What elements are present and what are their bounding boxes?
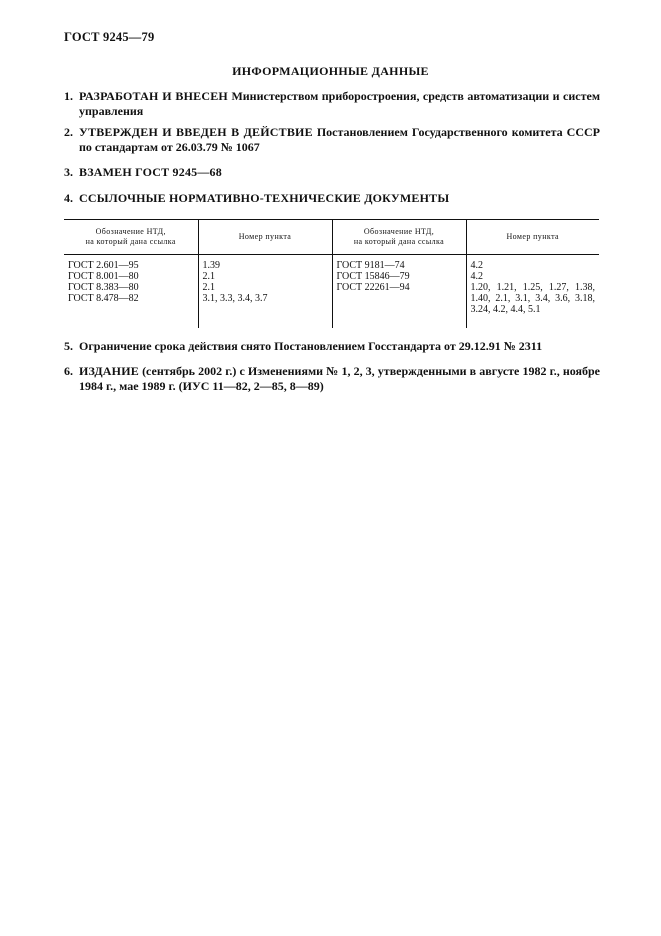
document-designation: ГОСТ 15846—79 (336, 271, 410, 282)
item-number: 2. (64, 125, 73, 139)
column-header-designation (64, 220, 198, 255)
header-line: Номер пункта (506, 232, 560, 241)
clause-number: 4.2 (470, 271, 483, 282)
header-line: на который дана ссылка (85, 237, 176, 246)
item-text (79, 364, 600, 393)
item-lead: ИЗДАНИЕ (79, 364, 139, 378)
info-item-reference-documents (64, 191, 600, 206)
document-title: ИНФОРМАЦИОННЫЕ ДАННЫЕ (232, 64, 429, 78)
document-designation: ГОСТ 8.383—80 (68, 282, 139, 293)
header-line: Номер пункта (238, 232, 292, 241)
item-number: 4. (64, 191, 73, 205)
info-item-edition (64, 364, 600, 393)
reference-documents-table (64, 219, 599, 328)
page-header-standard-code: ГОСТ 9245—79 (64, 30, 155, 44)
column-header-designation (332, 220, 466, 255)
cell-left-documents (64, 255, 198, 329)
item-lead: ССЫЛОЧНЫЕ НОРМАТИВНО-ТЕХНИЧЕСКИЕ ДОКУМЕНТЫ (79, 191, 450, 205)
info-item-term-limit (64, 339, 600, 354)
item-lead: РАЗРАБОТАН И ВНЕСЕН (79, 89, 228, 103)
clause-number: 3.1, 3.3, 3.4, 3.7 (202, 293, 268, 304)
table-row (64, 255, 599, 329)
info-item-replaces (64, 165, 600, 180)
cell-left-clauses (198, 255, 332, 329)
document-designation: ГОСТ 22261—94 (336, 282, 410, 293)
column-header-clause (198, 220, 332, 255)
document-designation: ГОСТ 8.001—80 (68, 271, 139, 282)
item-body: (сентябрь 2002 г.) с Изменениями № 1, 2, 3, утвержденными в августе 1982 г., ноябре 1984 г., мае 1989 г. (ИУС 11—82, 2—85, 8—89) (79, 364, 601, 393)
item-text (79, 125, 600, 154)
document-designation: ГОСТ 2.601—95 (68, 260, 139, 271)
clause-number: 1.20, 1.21, 1.25, 1.27, 1.38, 1.40, 2.1, 3.1, 3.4, 3.6, 3.18, 3.24, 4.2, 4.4, 5.1 (470, 282, 595, 315)
table-header-row (64, 220, 599, 255)
item-number: 1. (64, 89, 73, 103)
info-item-approved (64, 125, 600, 154)
clause-number: 2.1 (202, 282, 215, 293)
header-line: Обозначение НТД, (363, 227, 435, 236)
document-designation: ГОСТ 9181—74 (336, 260, 405, 271)
item-text (79, 191, 600, 206)
header-line: на который дана ссылка (353, 237, 445, 246)
item-lead: УТВЕРЖДЕН И ВВЕДЕН В ДЕЙСТВИЕ (79, 125, 313, 139)
item-text (79, 165, 600, 180)
item-body: Ограничение срока действия снято Постановлением Госстандарта от 29.12.91 № 2311 (79, 339, 543, 353)
cell-right-clauses (466, 255, 599, 329)
item-text (79, 89, 600, 118)
clause-number: 1.39 (202, 260, 220, 271)
item-lead: ВЗАМЕН ГОСТ 9245—68 (79, 165, 222, 179)
column-header-clause (466, 220, 599, 255)
info-item-developed-by (64, 89, 600, 118)
clause-number: 2.1 (202, 271, 215, 282)
header-line: Обозначение НТД, (95, 227, 166, 236)
item-number: 6. (64, 364, 73, 378)
cell-right-documents (332, 255, 466, 329)
item-number: 3. (64, 165, 73, 179)
document-designation: ГОСТ 8.478—82 (68, 293, 139, 304)
item-number: 5. (64, 339, 73, 353)
item-body: Министерством приборостроения, средств автоматизации и систем управления (79, 89, 600, 118)
item-text (79, 339, 600, 354)
item-body: Постановлением Государственного комитета СССР по стандартам от 26.03.79 № 1067 (79, 125, 600, 154)
clause-number: 4.2 (470, 260, 483, 271)
